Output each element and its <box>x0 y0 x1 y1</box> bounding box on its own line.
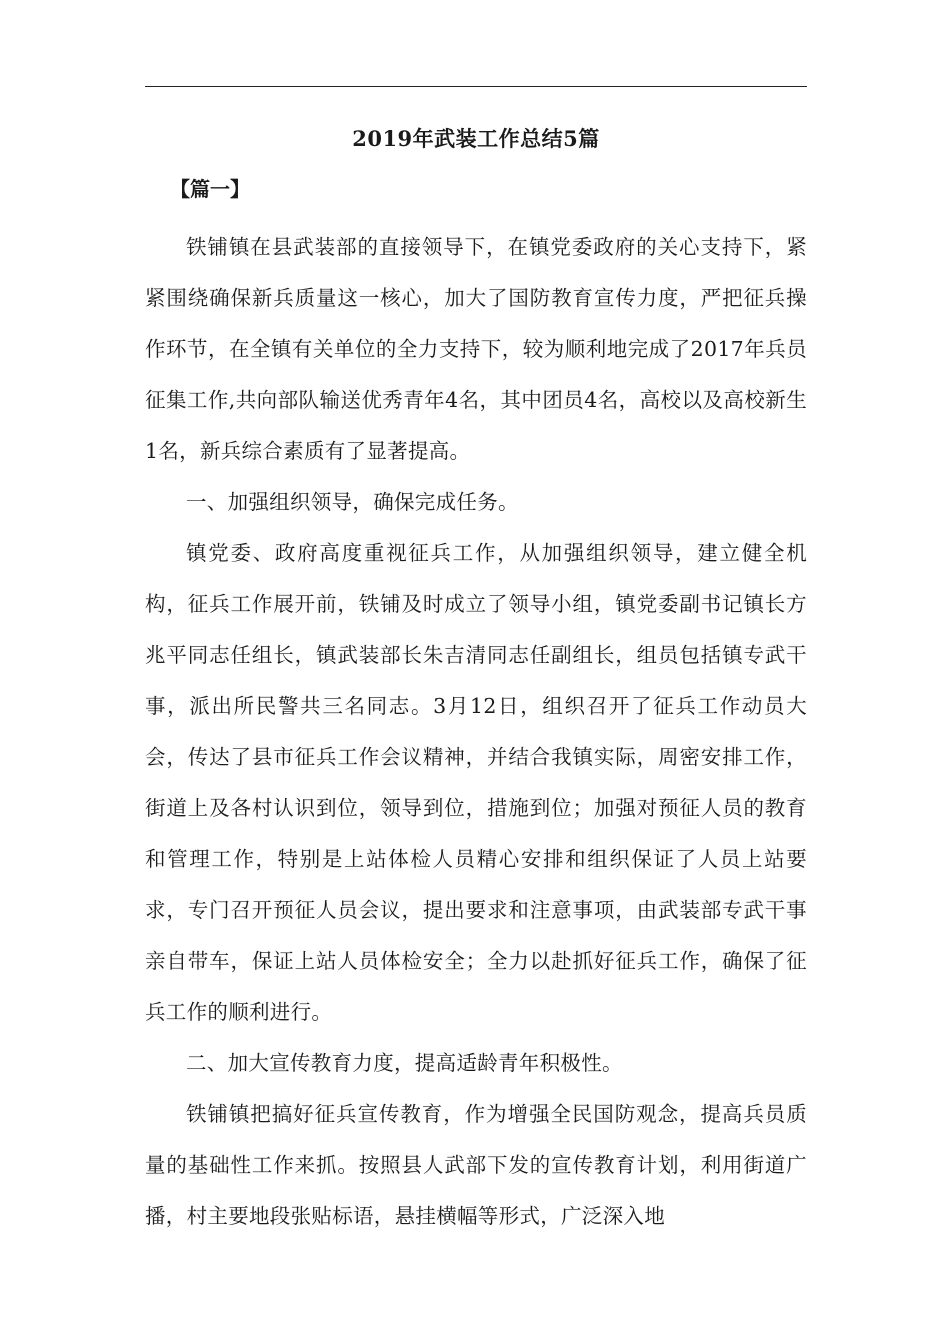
section-label: 【篇一】 <box>170 177 250 201</box>
paragraph-intro: 铁铺镇在县武装部的直接领导下，在镇党委政府的关心支持下，紧紧围绕确保新兵质量这一核心，加大了国防教育宣传力度，严把征兵操作环节，在全镇有关单位的全力支持下，较为顺利地完成了2017年兵员征集工作,共向部队输送优秀青年4名，其中团员4名，高校以及高校新生1名，新兵综合素质有了显著提高。 <box>145 235 807 463</box>
document-title: 2019年武装工作总结5篇 <box>352 126 600 151</box>
paragraph-publicity: 铁铺镇把搞好征兵宣传教育，作为增强全民国防观念，提高兵员质量的基础性工作来抓。按照县人武部下发的宣传教育计划，利用街道广播，村主要地段张贴标语，悬挂横幅等形式，广泛深入地 <box>145 1102 807 1228</box>
document-body <box>145 222 807 1242</box>
paragraph-organization: 镇党委、政府高度重视征兵工作，从加强组织领导，建立健全机构，征兵工作展开前，铁铺及时成立了领导小组，镇党委副书记镇长方兆平同志任组长，镇武装部长朱吉清同志任副组长，组员包括镇专武干事，派出所民警共三名同志。3月12日，组织召开了征兵工作动员大会，传达了县市征兵工作会议精神，并结合我镇实际，周密安排工作，街道上及各村认识到位，领导到位，措施到位；加强对预征人员的教育和管理工作，特别是上站体检人员精心安排和组织保证了人员上站要求，专门召开预征人员会议，提出要求和注意事项，由武装部专武干事亲自带车，保证上站人员体检安全；全力以赴抓好征兵工作，确保了征兵工作的顺利进行。 <box>145 541 807 1024</box>
heading-one: 一、加强组织领导，确保完成任务。 <box>186 490 519 514</box>
header-rule <box>145 86 807 87</box>
heading-two: 二、加大宣传教育力度，提高适龄青年积极性。 <box>186 1051 623 1075</box>
